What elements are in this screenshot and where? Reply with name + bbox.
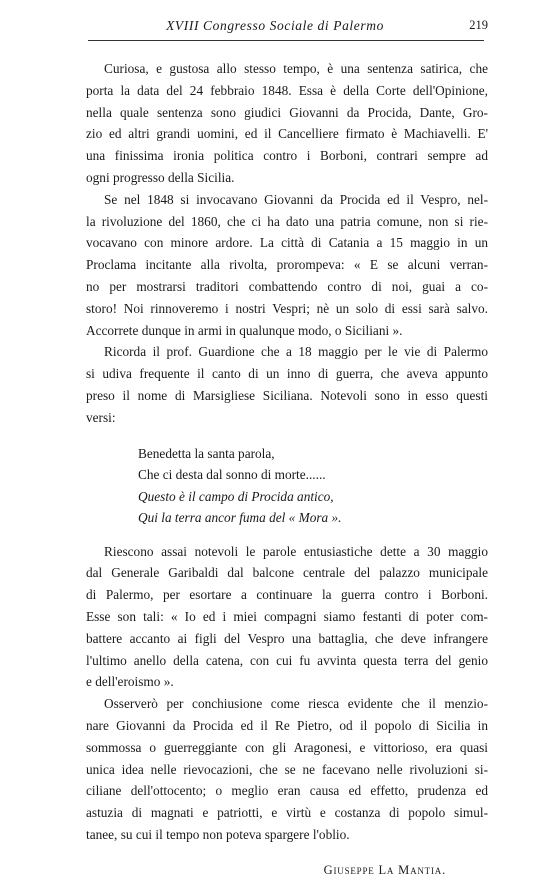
text-line: dal Generale Garibaldi dal balcone centrale del palazzo municipale xyxy=(86,565,488,581)
paragraphs-after xyxy=(86,541,488,846)
text-line: si udiva frequente il canto di un inno di guerra, che aveva appunto xyxy=(86,366,488,382)
text-line: preso il nome di Marsigliese Siciliana. Notevoli sono in esso questi xyxy=(86,387,488,403)
text-line: battere accanto ai figli del Vespro una battaglia, che deve infrangere xyxy=(86,630,488,646)
verse-line: Qui la terra ancor fuma del « Mora ». xyxy=(138,510,342,526)
text-line: unica idea nelle rievocazioni, che se ne facevano nelle rivoluzioni si- xyxy=(86,761,488,777)
page-number: 219 xyxy=(469,18,488,32)
text-line: versi: xyxy=(86,409,116,425)
running-title: XVIII Congresso Sociale di Palermo xyxy=(166,18,384,33)
text-line: ogni progresso della Sicilia. xyxy=(86,169,235,185)
text-line: vocavano con minore ardore. La città di Catania a 15 maggio in un xyxy=(86,235,488,251)
paragraph xyxy=(86,541,488,694)
text-line: Accorrete dunque in armi in qualunque modo, o Siciliani ». xyxy=(86,322,403,338)
text-line: storo! Noi rinnoveremo i nostri Vespri; nè un solo di essi sarà salvo. xyxy=(86,300,488,316)
text-line: e dell'eroismo ». xyxy=(86,674,174,690)
paragraph xyxy=(86,58,488,189)
text-line: una finissima ironia politica contro i Borboni, contrari sempre ad xyxy=(86,148,488,164)
text-line: no per mostrarsi traditori combattendo contro di noi, guai a co- xyxy=(86,278,488,294)
verse-block xyxy=(86,443,488,529)
text-line: tanee, su cui il tempo non poteva spargere l'oblio. xyxy=(86,826,350,842)
text-line: Ricorda il prof. Guardione che a 18 maggio per le vie di Palermo xyxy=(104,344,488,360)
text-line: Proclama incitante alla rivolta, prorompeva: « E se alcuni verran- xyxy=(86,257,488,273)
text-line: di Palermo, per esortare a continuare la guerra contro i Borboni. xyxy=(86,587,488,603)
text-line: Riescono assai notevoli le parole entusiastiche dette a 30 maggio xyxy=(104,543,488,559)
text-line: nare Giovanni da Procida ed il Re Pietro, od il popolo di Sicilia in xyxy=(86,717,488,733)
text-line: Esse son tali: « Io ed i miei compagni siamo festanti di poter com- xyxy=(86,608,488,624)
page-header xyxy=(0,18,550,38)
signature: Giuseppe La Mantia. xyxy=(323,862,446,877)
text-line: Osserverò per conchiusione come riesca evidente che il menzio- xyxy=(104,696,488,712)
text-line: porta la data del 24 febbraio 1848. Essa è della Corte dell'Opinione, xyxy=(86,82,488,98)
text-line: nella quale sentenza sono giudici Giovanni da Procida, Dante, Gro- xyxy=(86,104,488,120)
text-line: Se nel 1848 si invocavano Giovanni da Procida ed il Vespro, nel- xyxy=(104,191,488,207)
text-line: la rivoluzione del 1860, che ci ha dato una patria comune, non si rie- xyxy=(86,213,488,229)
text-line: astuzia di magnati e patriotti, e virtù e costanza di popolo simul- xyxy=(86,805,488,821)
verse-line: Questo è il campo di Procida antico, xyxy=(138,488,334,504)
text-line: zio ed altri grandi uomini, ed il Cancelliere firmato è Machiavelli. E' xyxy=(86,126,488,142)
verse-line: Che ci desta dal sonno di morte...... xyxy=(138,467,326,483)
paragraph xyxy=(86,189,488,342)
paragraph xyxy=(86,341,488,428)
text-line: Curiosa, e gustosa allo stesso tempo, è una sentenza satirica, che xyxy=(104,61,488,76)
paragraphs-before xyxy=(86,58,488,429)
body-text xyxy=(86,58,488,882)
text-line: sommossa o guerreggiante con gli Aragonesi, e vittorioso, era quasi xyxy=(86,739,488,755)
text-line: l'ultimo anello della catena, con cui fu avvinta questa terra del genio xyxy=(86,652,488,668)
header-rule xyxy=(88,40,484,41)
paragraph xyxy=(86,693,488,846)
text-line: ciliane dell'ottocento; o meglio eran causa ed effetto, prudenza ed xyxy=(86,783,488,799)
verse-line: Benedetta la santa parola, xyxy=(138,445,275,461)
